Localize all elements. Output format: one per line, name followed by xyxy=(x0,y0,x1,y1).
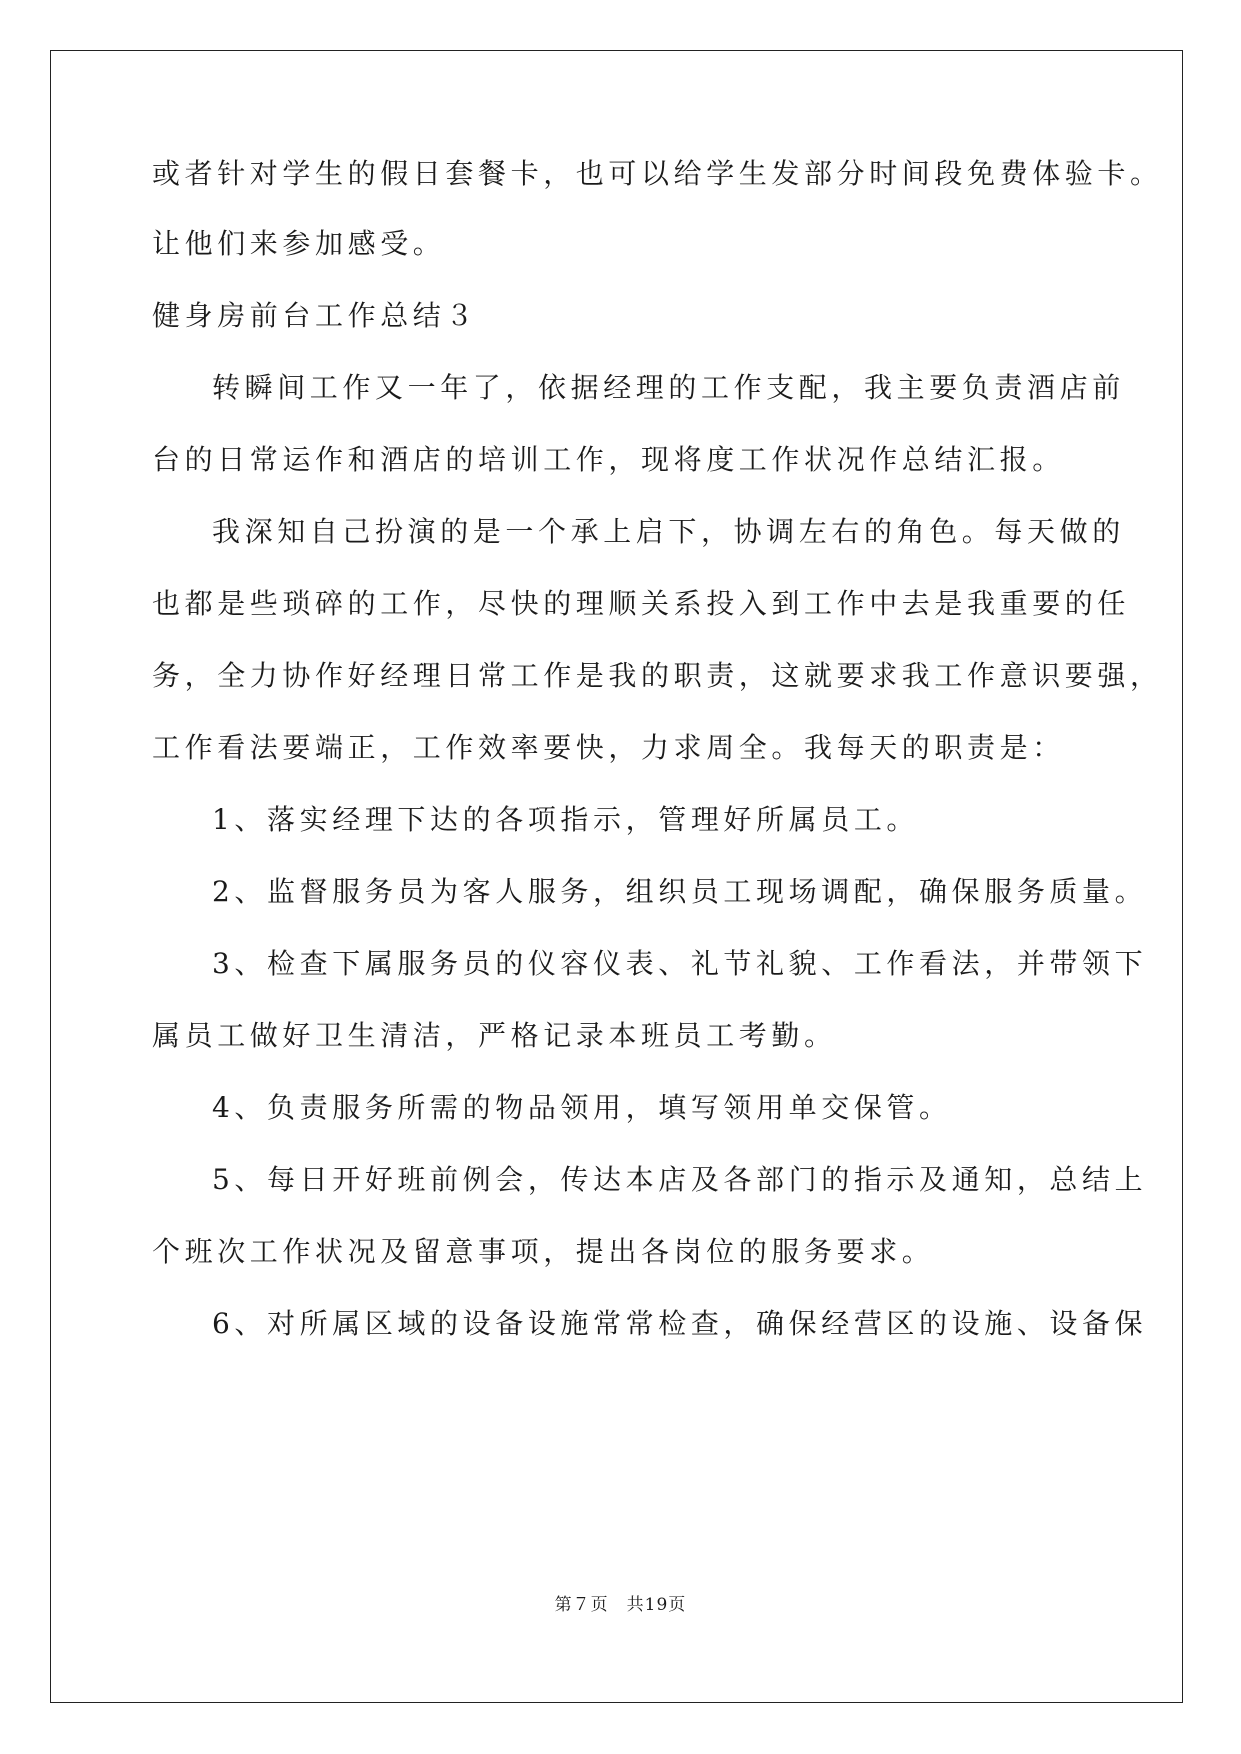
list-item-1: 1、落实经理下达的各项指示，管理好所属员工。 xyxy=(212,803,920,836)
body-line: 或者针对学生的假日套餐卡，也可以给学生发部分时间段免费体验卡。 xyxy=(152,157,1163,190)
section-heading: 健身房前台工作总结３ xyxy=(152,299,479,332)
paragraph-first-line: 转瞬间工作又一年了，依据经理的工作支配，我主要负责酒店前 xyxy=(212,371,1125,404)
list-item-2: 2、监督服务员为客人服务，组织员工现场调配，确保服务质量。 xyxy=(212,875,1148,908)
list-item-6: 6、对所属区域的设备设施常常检查，确保经营区的设施、设备保 xyxy=(212,1307,1148,1340)
body-line: 台的日常运作和酒店的培训工作，现将度工作状况作总结汇报。 xyxy=(152,443,1065,476)
body-line: 务，全力协作好经理日常工作是我的职责，这就要求我工作意识要强， xyxy=(152,659,1163,692)
page-number: 第７页 共19页 xyxy=(554,1595,687,1615)
body-line: 工作看法要端正，工作效率要快，力求周全。我每天的职责是： xyxy=(152,731,1065,764)
paragraph-first-line: 我深知自己扮演的是一个承上启下，协调左右的角色。每天做的 xyxy=(212,515,1125,548)
body-line: 让他们来参加感受。 xyxy=(152,227,446,260)
list-item-3: 3、检查下属服务员的仪容仪表、礼节礼貌、工作看法，并带领下 xyxy=(212,947,1148,980)
list-item-5-continued: 个班次工作状况及留意事项，提出各岗位的服务要求。 xyxy=(152,1235,935,1268)
body-line: 也都是些琐碎的工作，尽快的理顺关系投入到工作中去是我重要的任 xyxy=(152,587,1131,620)
list-item-4: 4、负责服务所需的物品领用，填写领用单交保管。 xyxy=(212,1091,952,1124)
list-item-5: 5、每日开好班前例会，传达本店及各部门的指示及通知，总结上 xyxy=(212,1163,1148,1196)
list-item-3-continued: 属员工做好卫生清洁，严格记录本班员工考勤。 xyxy=(152,1019,837,1052)
